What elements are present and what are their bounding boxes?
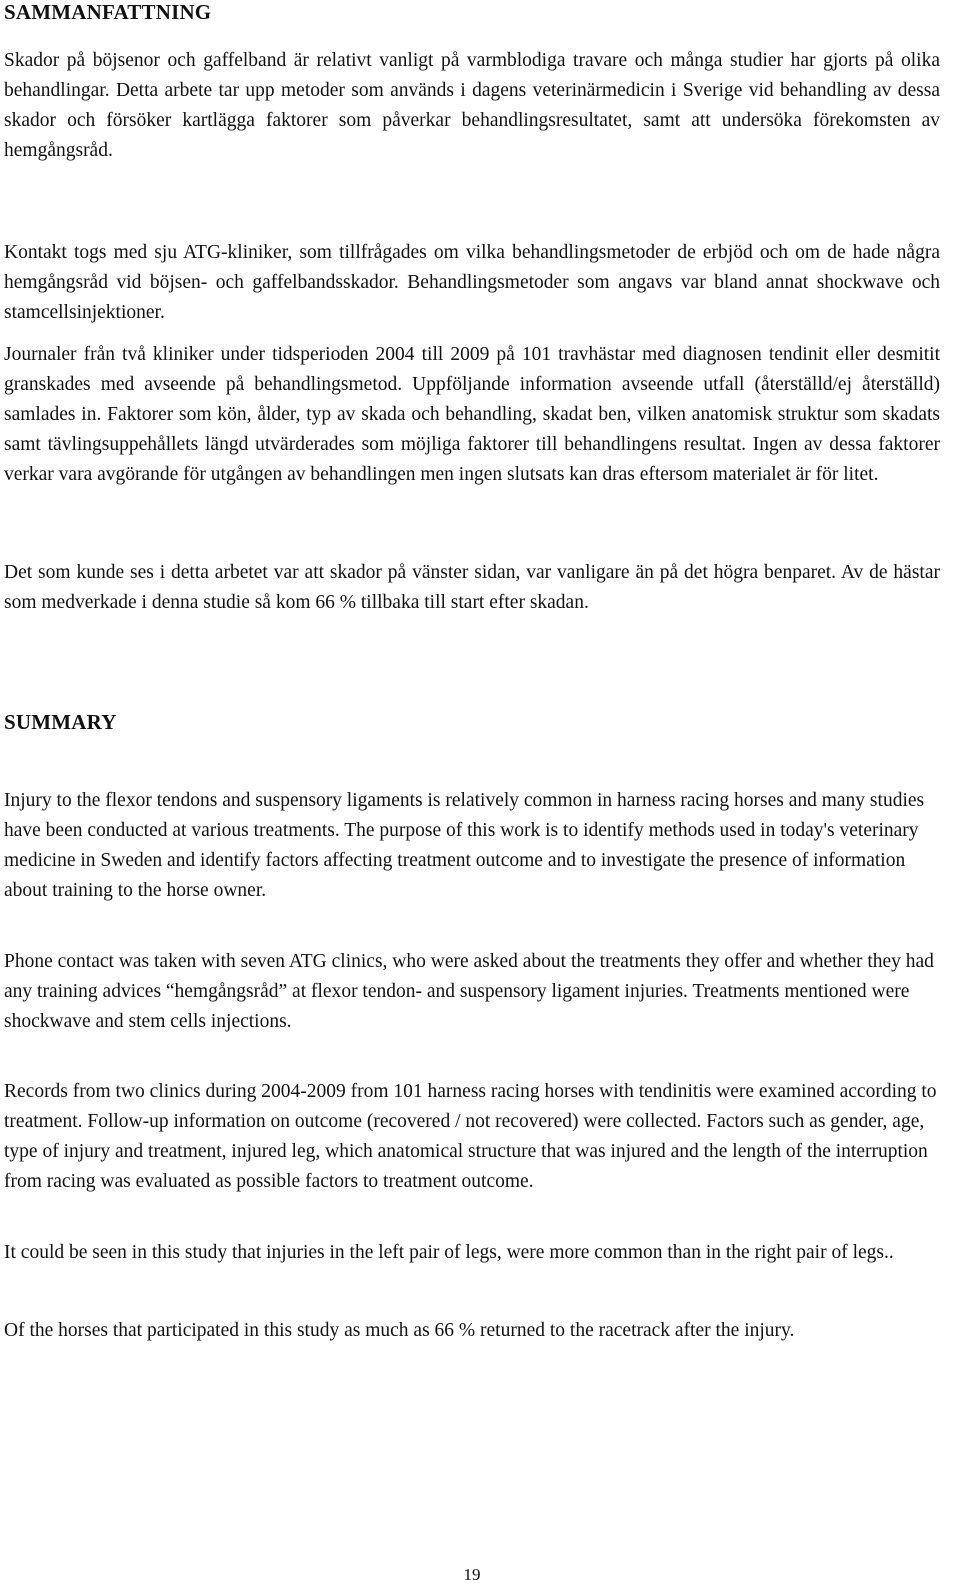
swedish-paragraph-1: Skador på böjsenor och gaffelband är relativt vanligt på varmblodiga travare och många studier har gjorts på olika behandlingar. Detta arbete tar upp metoder som används i dagens veterinärmedicin i Sverige vid behandling av dessa skador och försöker kartlägga faktorer som påverkar behandlingsresultatet, samt att undersöka förekomsten av hemgångsråd. bbox=[4, 50, 940, 161]
english-paragraph-4: It could be seen in this study that injuries in the left pair of legs, were more common than in the right pair of legs.. bbox=[4, 1242, 894, 1263]
english-paragraph-5: Of the horses that participated in this study as much as 66 % returned to the racetrack after the injury. bbox=[4, 1320, 795, 1341]
swedish-summary-heading: SAMMANFATTNING bbox=[4, 0, 212, 24]
swedish-paragraph-4: Det som kunde ses i detta arbetet var att skador på vänster sidan, var vanligare än på det högra benparet. Av de hästar som medverkade i denna studie så kom 66 % tillbaka till start efter skadan. bbox=[4, 562, 940, 613]
english-paragraph-1: Injury to the flexor tendons and suspensory ligaments is relatively common in harness racing horses and many studies have been conducted at various treatments. The purpose of this work is to identify methods used in today's veterinary medicine in Sweden and identify factors affecting treatment outcome and to investigate the presence of information about training to the horse owner. bbox=[4, 790, 925, 901]
swedish-paragraph-2: Kontakt togs med sju ATG-kliniker, som tillfrågades om vilka behandlingsmetoder de erbjöd och om de hade några hemgångsråd vid böjsen- och gaffelbandsskador. Behandlingsmetoder som angavs var bland annat shockwave och stamcellsinjektioner. bbox=[4, 242, 940, 323]
swedish-paragraph-3: Journaler från två kliniker under tidsperioden 2004 till 2009 på 101 travhästar med diagnosen tendinit eller desmitit granskades med avseende på behandlingsmetod. Uppföljande information avseende utfall (återställd/ej återställd) samlades in. Faktorer som kön, ålder, typ av skada och behandling, skadat ben, vilken anatomisk struktur som skadats samt tävlingsuppehållets längd utvärderades som möjliga faktorer till behandlingens resultat. Ingen av dessa faktorer verkar vara avgörande för utgången av behandlingen men ingen slutsats kan dras eftersom materialet är för litet. bbox=[4, 344, 940, 485]
english-paragraph-2: Phone contact was taken with seven ATG clinics, who were asked about the treatments they offer and whether they had any training advices “hemgångsråd” at flexor tendon- and suspensory ligament injuries. Treatments mentioned were shockwave and stem cells injections. bbox=[4, 951, 934, 1032]
english-paragraph-3: Records from two clinics during 2004-2009 from 101 harness racing horses with tendinitis were examined according to treatment. Follow-up information on outcome (recovered / not recovered) were collected. Factors such as gender, age, type of injury and treatment, injured leg, which anatomical structure that was injured and the length of the interruption from racing was evaluated as possible factors to treatment outcome. bbox=[4, 1081, 937, 1192]
page-number: 19 bbox=[463, 1565, 481, 1584]
english-summary-heading: SUMMARY bbox=[4, 710, 117, 734]
